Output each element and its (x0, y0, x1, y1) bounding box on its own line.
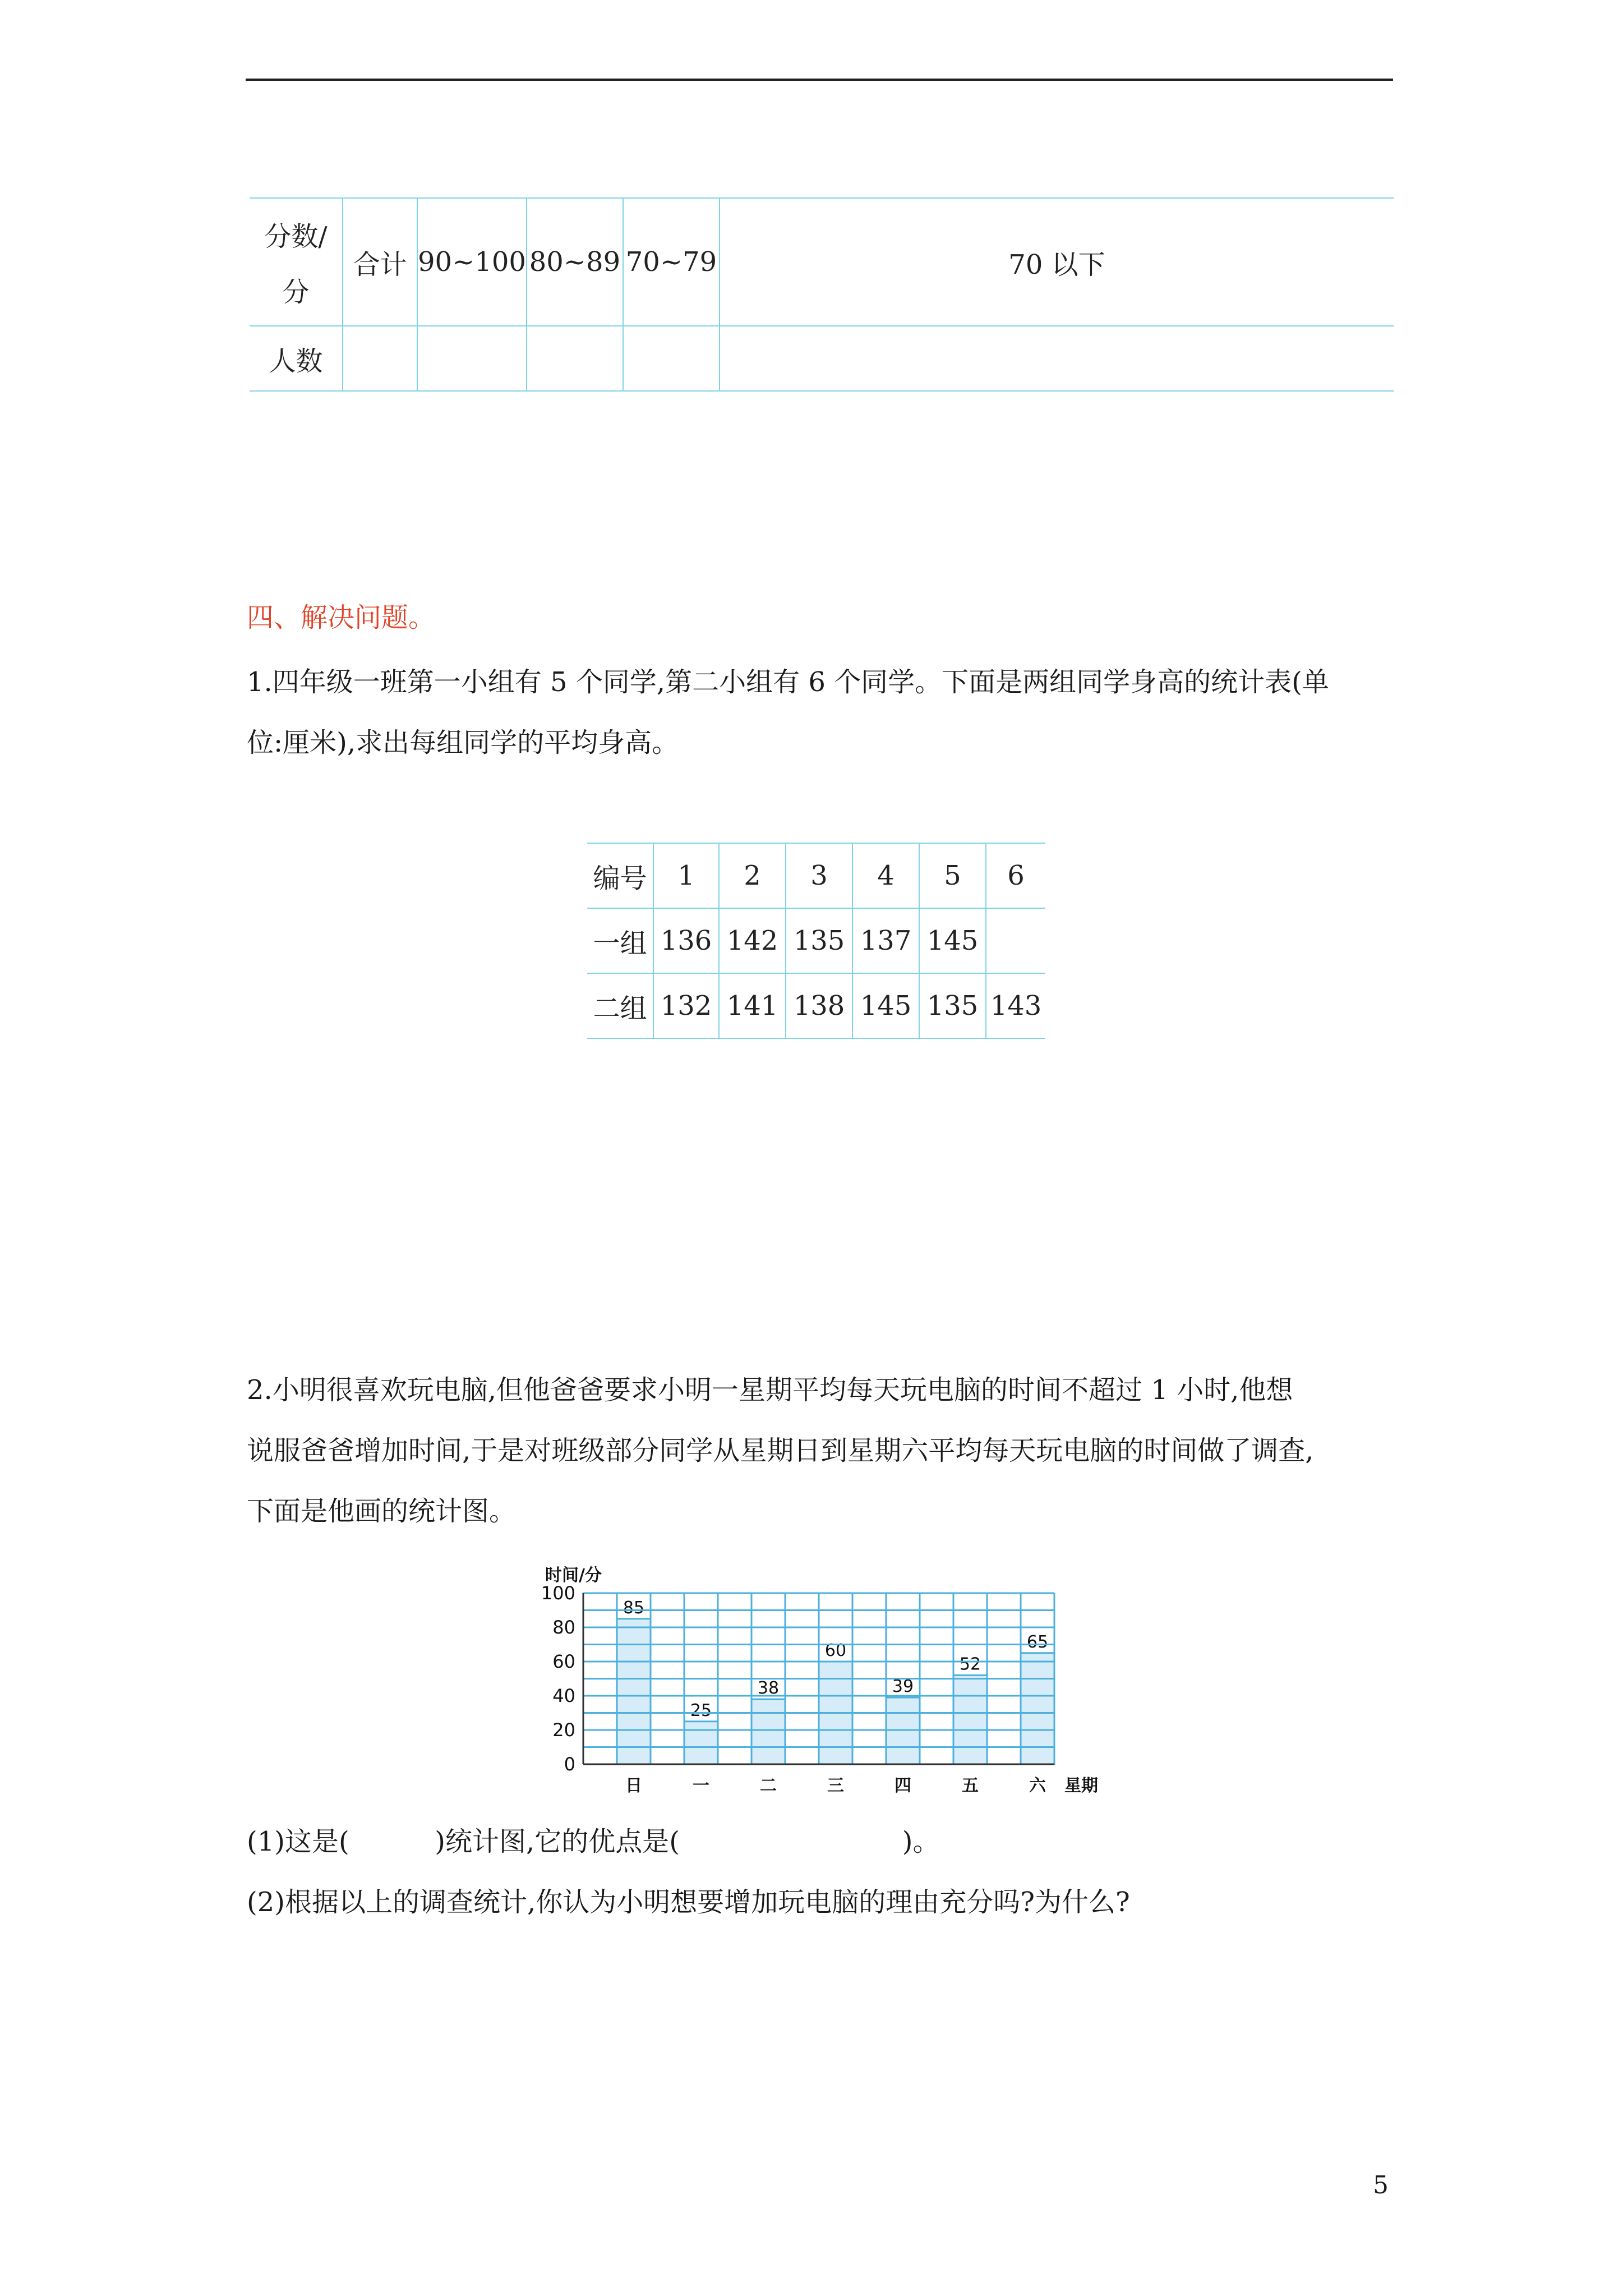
table-cell: 138 (786, 973, 852, 1038)
score-table (250, 197, 1394, 392)
table-row (587, 908, 1045, 973)
table-cell (527, 326, 623, 391)
table-cell: 二组 (587, 973, 653, 1038)
chart-y-axis-label: 时间/分 (545, 1566, 602, 1585)
table-row (250, 326, 1394, 391)
text-line: 说服爸爸增加时间,于是对班级部分同学从星期日到星期六平均每天玩电脑的时间做了调查, (247, 1435, 1314, 1466)
chart-data-label: 25 (690, 1700, 712, 1720)
table-cell: 80~89 (527, 198, 623, 326)
question-1-text (247, 652, 1402, 773)
table-cell (417, 326, 527, 391)
section-title: 四、解决问题。 (247, 602, 436, 633)
text-line: 2.小明很喜欢玩电脑,但他爸爸要求小明一星期平均每天玩电脑的时间不超过 1 小时,他想 (247, 1374, 1293, 1406)
table-row (250, 198, 1394, 326)
chart-y-tick-label: 80 (552, 1617, 575, 1638)
table-cell: 145 (852, 973, 919, 1038)
table-cell: 142 (719, 908, 786, 973)
table-cell (250, 198, 343, 326)
chart-bar (617, 1619, 651, 1764)
text-line: 位:厘米),求出每组同学的平均身高。 (247, 727, 679, 758)
table-cell: 合计 (343, 198, 417, 326)
table-row (587, 843, 1045, 908)
table-cell: 145 (919, 908, 986, 973)
table-cell (623, 326, 720, 391)
chart-y-tick-label: 20 (552, 1719, 575, 1741)
chart-data-label: 52 (959, 1654, 981, 1674)
table-cell: 70~79 (623, 198, 720, 326)
table-cell: 一组 (587, 908, 653, 973)
table-cell: 137 (852, 908, 919, 973)
chart-y-tick-label: 0 (564, 1754, 575, 1775)
table-cell (343, 326, 417, 391)
chart-bar (751, 1699, 785, 1764)
chart-y-tick-label: 100 (541, 1582, 575, 1604)
table-cell: 70 以下 (720, 198, 1394, 326)
page-number: 5 (1373, 2171, 1389, 2200)
chart-y-tick-label: 40 (552, 1685, 575, 1706)
height-table (587, 843, 1045, 1039)
table-cell: 135 (786, 908, 852, 973)
table-cell: 90~100 (417, 198, 527, 326)
table-cell: 143 (986, 973, 1045, 1038)
chart-x-tick-label: 二 (760, 1776, 777, 1796)
header-rule (246, 79, 1393, 81)
table-cell: 136 (653, 908, 719, 973)
table-row (587, 973, 1045, 1038)
chart-x-tick-label: 五 (962, 1776, 979, 1796)
table-cell (986, 908, 1045, 973)
table-cell: 141 (719, 973, 786, 1038)
chart-bar (953, 1675, 987, 1764)
table-cell: 4 (852, 843, 919, 908)
chart-x-tick-label: 四 (895, 1776, 911, 1796)
bar-chart (533, 1554, 1099, 1801)
question-2-text (247, 1360, 1402, 1542)
chart-data-label: 39 (892, 1677, 914, 1697)
table-cell: 135 (919, 973, 986, 1038)
chart-y-tick-label: 60 (552, 1651, 575, 1672)
chart-x-tick-label: 日 (625, 1776, 642, 1796)
text-line: 1.四年级一班第一小组有 5 个同学,第二小组有 6 个同学。下面是两组同学身高的统计表(单 (247, 666, 1329, 698)
table-cell: 编号 (587, 843, 653, 908)
chart-x-tick-label: 三 (827, 1776, 844, 1796)
chart-x-tick-label: 一 (693, 1776, 709, 1796)
text-line: 下面是他画的统计图。 (247, 1496, 517, 1527)
table-cell: 人数 (250, 326, 343, 391)
chart-x-axis-label: 星期 (1064, 1776, 1098, 1796)
chart-bar (684, 1722, 718, 1764)
table-cell: 2 (719, 843, 786, 908)
cell-text: 分数/ (264, 221, 328, 252)
chart-x-tick-label: 六 (1029, 1776, 1046, 1796)
cell-text: 分 (282, 277, 310, 308)
table-cell: 3 (786, 843, 852, 908)
table-cell: 6 (986, 843, 1045, 908)
table-cell (720, 326, 1394, 391)
chart-data-label: 60 (824, 1641, 847, 1660)
sub-question-1: (1)这是( )统计图,它的优点是( )。 (247, 1826, 940, 1857)
chart-data-label: 85 (623, 1598, 645, 1618)
chart-data-label: 65 (1026, 1632, 1049, 1652)
chart-bar (886, 1697, 920, 1764)
sub-question-2: (2)根据以上的调查统计,你认为小明想要增加玩电脑的理由充分吗?为什么? (247, 1887, 1130, 1918)
table-cell: 132 (653, 973, 719, 1038)
chart-data-label: 38 (757, 1678, 780, 1699)
table-cell: 5 (919, 843, 986, 908)
table-cell: 1 (653, 843, 719, 908)
